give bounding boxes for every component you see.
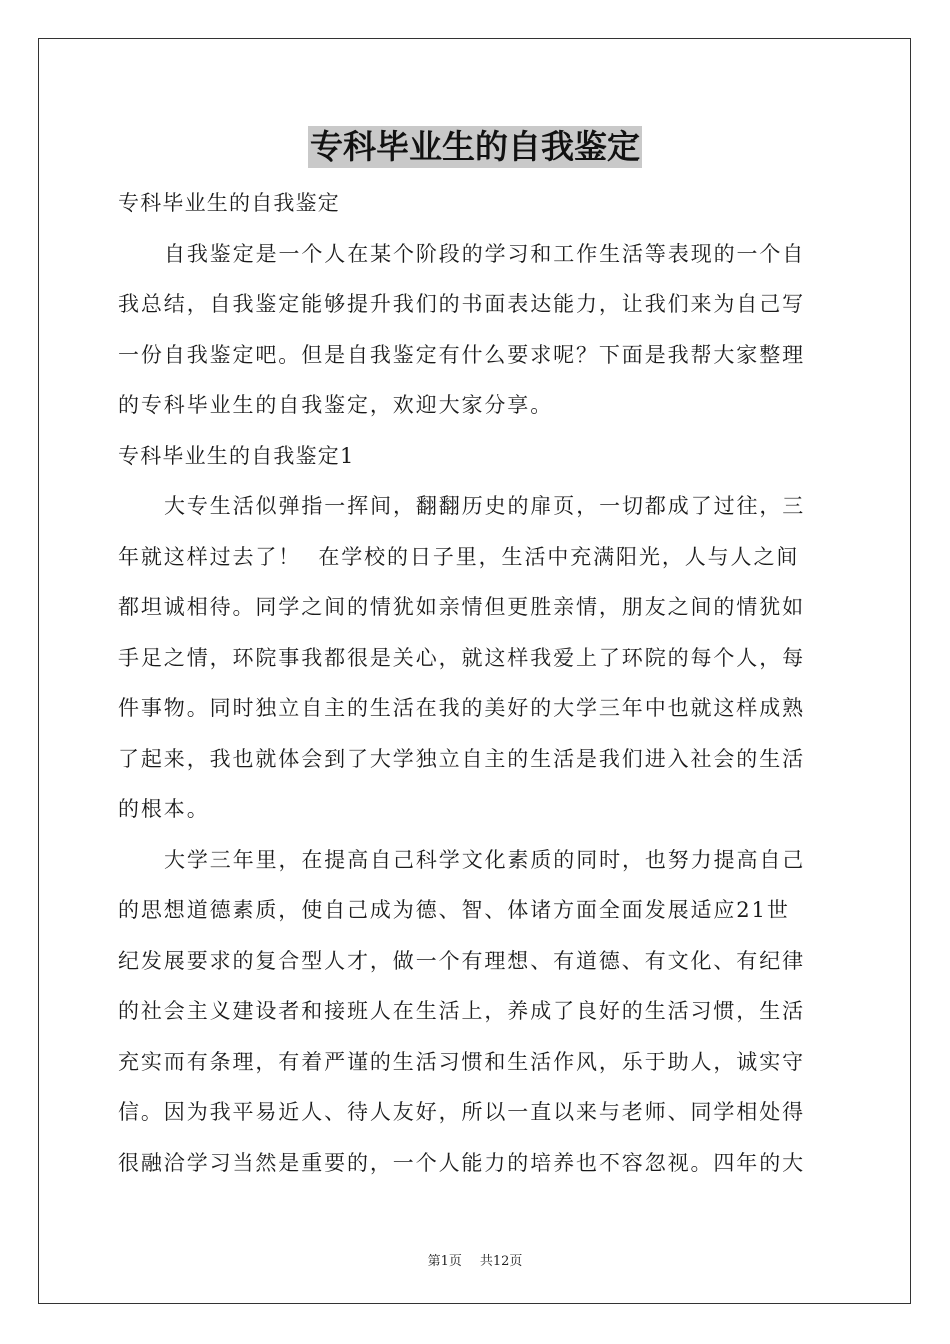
document-title: 专科毕业生的自我鉴定 — [310, 127, 640, 166]
subtitle-line: 专科毕业生的自我鉴定 — [118, 191, 340, 215]
paragraph-line: 大专生活似弹指一挥间，翻翻历史的扉页，一切都成了过往，三 — [164, 494, 806, 518]
paragraph-line: 都坦诚相待。同学之间的情犹如亲情但更胜亲情，朋友之间的情犹如 — [118, 595, 805, 619]
page-number: 第1页 — [427, 1254, 462, 1269]
paragraph-line: 充实而有条理，有着严谨的生活习惯和生活作风，乐于助人，诚实守 — [118, 1049, 805, 1074]
paragraph-line: 大学三年里，在提高自己科学文化素质的同时，也努力提高自己 — [164, 847, 806, 872]
paragraph-line: 一份自我鉴定吧。但是自我鉴定有什么要求呢？下面是我帮大家整理 — [118, 342, 805, 367]
paragraph-line: 自我鉴定是一个人在某个阶段的学习和工作生活等表现的一个自 — [164, 241, 806, 266]
page-footer — [0, 1250, 950, 1269]
paragraph-line: 很融洽学习当然是重要的，一个人能力的培养也不容忽视。四年的大 — [118, 1150, 805, 1175]
paragraph-line: 手足之情，环院事我都很是关心，就这样我爱上了环院的每个人，每 — [118, 645, 805, 670]
paragraph-line: 我总结，自我鉴定能够提升我们的书面表达能力，让我们来为自己写 — [118, 292, 805, 316]
total-pages: 共12页 — [479, 1254, 523, 1269]
paragraph-line: 纪发展要求的复合型人才，做一个有理想、有道德、有文化、有纪律 — [118, 948, 805, 973]
paragraph-line: 年就这样过去了！ 在学校的日子里，生活中充满阳光，人与人之间 — [118, 544, 800, 569]
document-body — [118, 178, 834, 1188]
paragraph-line: 的专科毕业生的自我鉴定，欢迎大家分享。 — [118, 393, 554, 417]
paragraph-line: 件事物。同时独立自主的生活在我的美好的大学三年中也就这样成熟 — [118, 696, 805, 720]
paragraph-line: 了起来，我也就体会到了大学独立自主的生活是我们进入社会的生活 — [118, 746, 805, 771]
paragraph-line: 的社会主义建设者和接班人在生活上，养成了良好的生活习惯，生活 — [118, 999, 805, 1023]
title-container — [0, 126, 950, 168]
paragraph-line: 信。因为我平易近人、待人友好，所以一直以来与老师、同学相处得 — [118, 1100, 805, 1124]
paragraph-line: 的根本。 — [118, 797, 210, 821]
section-heading: 专科毕业生的自我鉴定1 — [118, 443, 355, 468]
paragraph-line: 的思想道德素质，使自己成为德、智、体诸方面全面发展适应21世 — [118, 898, 790, 922]
